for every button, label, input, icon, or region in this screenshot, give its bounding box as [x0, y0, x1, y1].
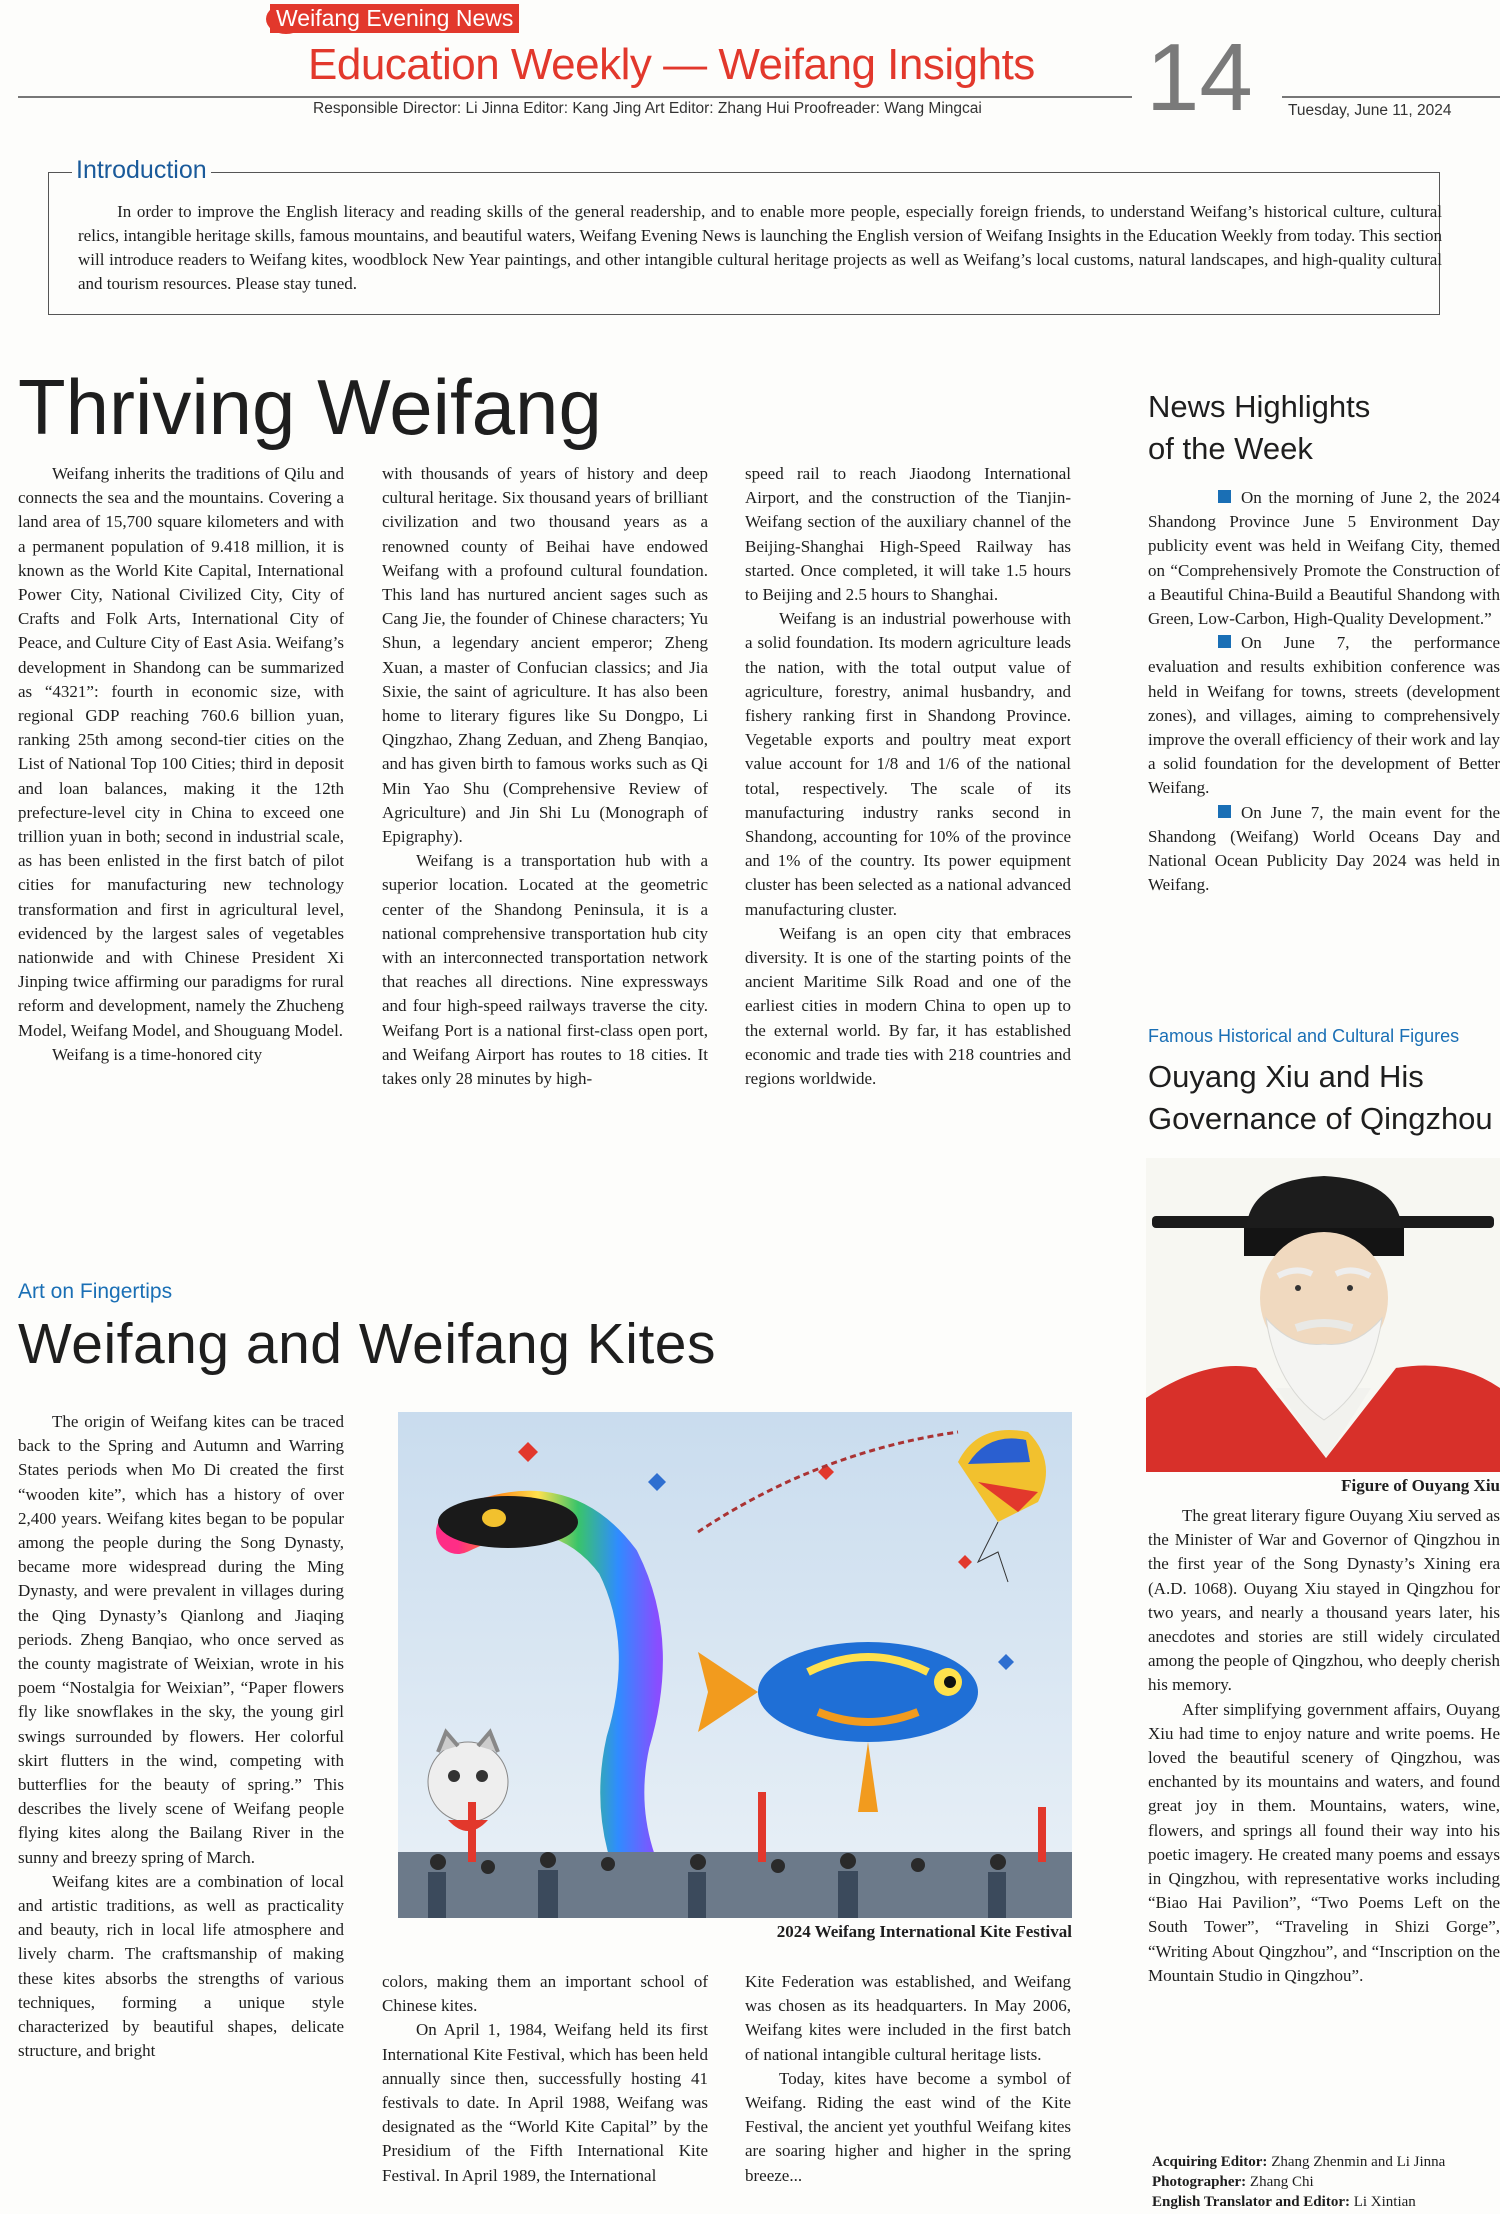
thriving-column-2 [382, 462, 708, 1091]
ouyang-title [1148, 1056, 1493, 1140]
news-item [1148, 486, 1500, 631]
news-title-line-2: of the Week [1148, 431, 1313, 466]
paragraph: colors, making them an important school of Chinese kites. [382, 1972, 708, 2016]
paragraph: Kite Federation was established, and Weifang was chosen as its headquarters. In May 2006, Weifang kites were included in the first batch of national intangible cultural heritage lists. [745, 1972, 1071, 2064]
masthead-credits: Responsible Director: Li Jinna Editor: Kang Jing Art Editor: Zhang Hui Proofreader: Wang Mingcai [313, 100, 982, 117]
photo-caption: 2024 Weifang International Kite Festival [776, 1922, 1072, 1941]
kites-column-2 [382, 1970, 708, 2188]
masthead-rule [18, 96, 1132, 98]
news-item [1148, 631, 1500, 800]
page-number: 14 [1146, 24, 1253, 131]
section-title: Education Weekly — Weifang Insights [308, 40, 1035, 89]
ouyang-title-line-2: Governance of Qingzhou [1148, 1101, 1493, 1136]
photographer-credit [1152, 2172, 1500, 2192]
kites-column-3 [745, 1970, 1071, 2188]
ouyang-title-line-1: Ouyang Xiu and His [1148, 1059, 1424, 1094]
bullet-square-icon [1218, 805, 1231, 818]
date-rule [1282, 96, 1500, 98]
news-item-text: On June 7, the performance evaluation and results exhibition conference was held in Weifang for towns, streets (development zones), and villages, aiming to comprehensively improve the overall efficiency of their work and lay a solid foundation for the development of Better Weifang. [1148, 633, 1500, 798]
paragraph: Weifang is a time-honored city [52, 1044, 263, 1064]
kites-title: Weifang and Weifang Kites [18, 1312, 716, 1376]
kites-kicker: Art on Fingertips [18, 1280, 173, 1303]
thriving-column-1 [18, 462, 344, 1067]
portrait-caption: Figure of Ouyang Xiu [1341, 1476, 1500, 1495]
issue-date: Tuesday, June 11, 2024 [1288, 102, 1452, 119]
paragraph: Weifang is an industrial powerhouse with a solid foundation. Its modern agriculture leads the nation, with the total output value of agriculture, forestry, animal husbandry, and fishery ranking first in Shandong Province. Vegetable exports and poultry meat export value account for 1/8 and 1/6 of the national total, respectively. The scale of its manufacturing industry ranks second in Shandong, accounting for 10% of the province and 1% of the country. Its power equipment cluster has been selected as a national advanced manufacturing cluster. [745, 609, 1071, 919]
paragraph: speed rail to reach Jiaodong International Airport, and the construction of the Tianjin-Weifang section of the auxiliary channel of the Beijing-Shanghai High-Speed Railway has started. Once completed, it will take 1.5 hours to Beijing and 2.5 hours to Shanghai. [745, 464, 1071, 605]
ouyang-portrait [1146, 1158, 1500, 1472]
credit-value: Li Xintian [1353, 2194, 1416, 2210]
kites-column-1 [18, 1410, 344, 2063]
paragraph: The origin of Weifang kites can be traced back to the Spring and Autumn and Warring States periods when Mo Di created the first “wooden kite”, which has a history of over 2,400 years. Weifang kites began to be popular among the people during the Song Dynasty, became more widespread during the Ming Dynasty, and were prevalent in villages during the Qing Dynasty’s Qianlong and Jiaqing periods. Zheng Banqiao, who once served as the county magistrate of Weixian, wrote in his poem “Nostalgia for Weixian”, “Paper flowers fly like snowflakes in the sky, the young girl swings surrounded by flowers. Her colorful skirt flutters in the wind, competing with butterflies for the beauty of spring.” This describes the lively scene of Weifang people flying kites along the Bailang River in the sunny and breezy spring of March. [18, 1412, 344, 1867]
credit-label: Photographer: [1152, 2174, 1247, 2190]
intro-text: In order to improve the English literacy and reading skills of the general readership, and to enable more people, especially foreign friends, to understand Weifang’s historical culture, cultural relics, intangible heritage skills, famous mountains, and beautiful waters, Weifang Evening News is launching the English version of Weifang Insights in the Education Weekly from today. This section will introduce readers to Weifang kites, woodblock New Year paintings, and other intangible cultural heritage projects as well as Weifang’s local customs, natural landscapes, and high-quality cultural and tourism resources. Please stay tuned. [78, 202, 1442, 293]
paragraph: Today, kites have become a symbol of Weifang. Riding the east wind of the Kite Festival, the ancient yet youthful Weifang kites are soaring higher and higher in the spring breeze... [745, 2068, 1071, 2185]
news-item-text: On the morning of June 2, the 2024 Shandong Province June 5 Environment Day publicity event was held in Weifang City, themed on “Comprehensively Promote the Construction of a Beautiful China-Build a Beautiful Shandong with Green, Low-Carbon, High-Quality Development.” [1148, 488, 1500, 629]
bullet-square-icon [1218, 490, 1231, 503]
news-list [1148, 486, 1500, 897]
translator-credit [1152, 2192, 1500, 2212]
newspaper-brand: Weifang Evening News [270, 4, 519, 33]
portrait-illustration [1146, 1158, 1500, 1472]
paragraph: On April 1, 1984, Weifang held its first International Kite Festival, which has been held annually since then, successfully hosting 41 festivals to date. In April 1988, Weifang was designated as the “World Kite Capital” by the Presidium of the Fifth International Kite Festival. In April 1989, the International [382, 2020, 708, 2185]
credit-label: English Translator and Editor: [1152, 2194, 1350, 2210]
kite-festival-illustration [398, 1412, 1072, 1918]
intro-label: Introduction [72, 156, 211, 185]
news-item-text: On June 7, the main event for the Shandong (Weifang) World Oceans Day and National Ocean Publicity Day 2024 was held in Weifang. [1148, 802, 1500, 895]
credit-value: Zhang Zhenmin and Li Jinna [1271, 2154, 1446, 2170]
bullet-square-icon [1218, 635, 1231, 648]
kite-festival-photo [398, 1412, 1072, 1918]
ouyang-text [1148, 1504, 1500, 1988]
paragraph: Weifang kites are a combination of local and artistic traditions, as well as practicality and beauty, rich in local life atmosphere and lively charm. The craftsmanship of making these kites absorbs the strengths of various techniques, forming a unique style characterized by beautiful shapes, delicate structure, and bright [18, 1871, 344, 2061]
editorial-credits [1152, 2152, 1500, 2212]
paragraph: with thousands of years of history and deep cultural heritage. Six thousand years of brilliant civilization and two thousand years as a renowned county of Beihai have endowed Weifang with a profound cultural foundation. This land has nurtured ancient sages such as Cang Jie, the founder of Chinese characters; Yu Shun, a legendary ancient emperor; Zheng Xuan, a master of Confucian classics; and Jia Sixie, the saint of agriculture. It has also been home to literary figures like Su Dongpo, Li Qingzhao, Zhang Zeduan, and Zheng Banqiao, and has given birth to famous works such as Qi Min Yao Shu (Comprehensive Review of Agriculture) and Jin Shi Lu (Monograph of Epigraphy). [382, 464, 708, 847]
paragraph: The great literary figure Ouyang Xiu served as the Minister of War and Governor of Qingzhou in the first year of the Song Dynasty’s Xining era (A.D. 1068). Ouyang Xiu stayed in Qingzhou for two years, and nearly a thousand years later, his anecdotes and stories are still widely circulated among the people of Qingzhou, who deeply cherish his memory. [1148, 1506, 1500, 1695]
ouyang-kicker: Famous Historical and Cultural Figures [1148, 1026, 1460, 1046]
paragraph: Weifang is an open city that embraces diversity. It is one of the starting points of the ancient Maritime Silk Road and one of the earliest cities in modern China to open up to the external world. By far, it has established economic and trade ties with 218 countries and regions worldwide. [745, 923, 1071, 1089]
news-item [1148, 801, 1500, 898]
acquiring-credit [1152, 2152, 1500, 2172]
thriving-column-3 [745, 462, 1071, 1091]
credit-label: Acquiring Editor: [1152, 2154, 1268, 2170]
paragraph: After simplifying government affairs, Ouyang Xiu had time to enjoy nature and write poems. He loved the beautiful scenery of Qingzhou, was enchanted by its mountains and waters, and found great joy in them. Mountains, waters, wine, flowers, and springs all found their way into his poetic imagery. He created many poems and essays in Qingzhou, with representative works including “Biao Hai Pavilion”, “Two Poems Left on the South Tower”, “Traveling in Shizi Gorge”, “Writing About Qingzhou”, and “Inscription on the Mountain Studio in Qingzhou”. [1148, 1699, 1500, 1985]
news-title-line-1: News Highlights [1148, 389, 1371, 424]
paragraph: Weifang is a transportation hub with a superior location. Located at the geometric center of the Shandong Peninsula, it is a national comprehensive transportation hub city with an interconnected transportation network that reaches all directions. Nine expressways and four high-speed railways traverse the city. Weifang Port is a national first-class open port, and Weifang Airport has routes to 18 cities. It takes only 28 minutes by high- [382, 851, 708, 1089]
news-title [1148, 386, 1370, 470]
thriving-title: Thriving Weifang [18, 363, 602, 451]
credit-value: Zhang Chi [1249, 2174, 1314, 2190]
paragraph: Weifang inherits the traditions of Qilu and connects the sea and the mountains. Covering a land area of 15,700 square kilometers and with a permanent population of 9.418 million, it is known as the World Kite Capital, International Power City, National Civilized City, City of Crafts and Folk Arts, International City of Peace, and Culture City of East Asia. Weifang’s development in Shandong can be summarized as “4321”: fourth in economic size, with regional GDP reaching 760.6 billion yuan, ranking 25th among second-tier cities on the List of National Top 100 Cities; third in deposit and loan balances, making it the 12th prefecture-level city in China to exceed one trillion yuan in both; second in industrial scale, as has been enlisted in the first batch of pilot cities for manufacturing new technology transformation and first in agricultural level, evidenced by the largest sales of vegetables nationwide and with Chinese President Xi Jinping twice affirming our paradigms for rural reform and development, namely the Zhucheng Model, Weifang Model, and Shouguang Model. [18, 464, 344, 1040]
